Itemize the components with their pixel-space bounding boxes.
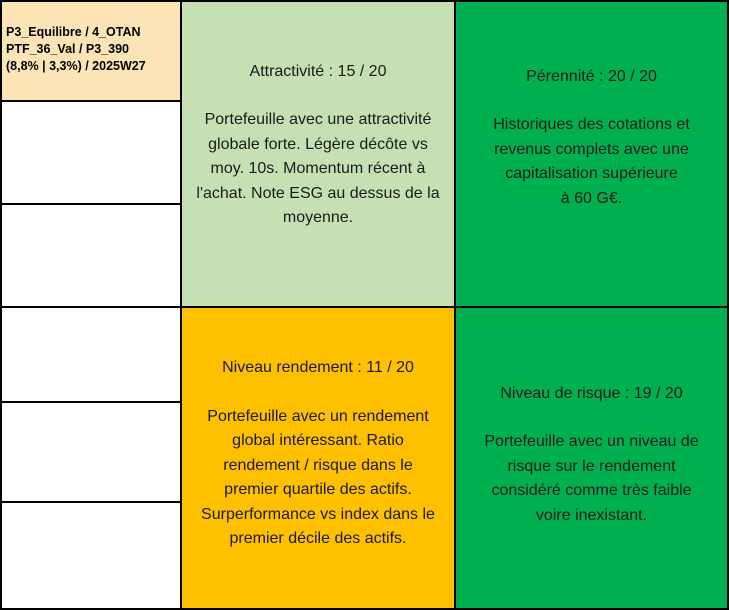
risque-line: Portefeuille avec un niveau de (484, 433, 699, 451)
blank-cell-5 (1, 502, 181, 609)
blank-cell-2 (1, 204, 181, 307)
rendement-line: Portefeuille avec un rendement (207, 407, 429, 425)
perennite-line: Historiques des cotations et (493, 116, 690, 134)
portfolio-header-cell (1, 1, 181, 101)
rendement-line: rendement / risque dans le (223, 456, 413, 474)
rendement-line: premier quartile des actifs. (224, 481, 412, 499)
rendement-cell (181, 307, 455, 609)
attractivite-line: globale forte. Légère décôte vs (208, 135, 428, 153)
portfolio-header-line-1: P3_Equilibre / 4_OTAN (6, 25, 141, 39)
perennite-description (493, 113, 690, 211)
perennite-line: à 60 G€. (560, 189, 623, 207)
portfolio-header-line-2: PTF_36_Val / P3_390 (6, 42, 130, 56)
risque-line: considéré comme très faible (491, 482, 692, 500)
blank-cell-3 (1, 307, 181, 402)
attractivite-line: moy. 10s. Momentum récent à (210, 160, 426, 177)
rendement-title: Niveau rendement : 11 / 20 (222, 359, 414, 377)
rendement-line: global intéressant. Ratio (232, 432, 404, 450)
risque-cell (455, 307, 728, 609)
perennite-line: revenus complets avec une (494, 140, 689, 158)
perennite-title: Pérennité : 20 / 20 (526, 67, 657, 85)
risque-description (484, 430, 698, 528)
perennite-cell (455, 1, 728, 307)
risque-title: Niveau de risque : 19 / 20 (500, 384, 683, 402)
rendement-description (201, 405, 435, 552)
attractivite-line: Portefeuille avec une attractivité (204, 111, 432, 128)
blank-cell-1 (1, 101, 181, 204)
attractivite-line: l'achat. Note ESG au dessus de la (196, 184, 440, 202)
attractivite-description (196, 108, 439, 231)
attractivite-line: moyenne. (282, 209, 354, 226)
risque-line: risque sur le rendement (507, 457, 676, 475)
perennite-line: capitalisation supérieure (505, 165, 678, 183)
risque-line: voire inexistant. (535, 506, 648, 524)
rendement-line: Surperformance vs index dans le (201, 505, 435, 523)
rendement-line: premier décile des actifs. (229, 530, 407, 548)
attractivite-title: Attractivité : 15 / 20 (249, 62, 387, 80)
attractivite-cell (181, 1, 455, 307)
portfolio-header-line-3: (8,8% | 3,3%) / 2025W27 (6, 59, 146, 73)
blank-cell-4 (1, 402, 181, 502)
